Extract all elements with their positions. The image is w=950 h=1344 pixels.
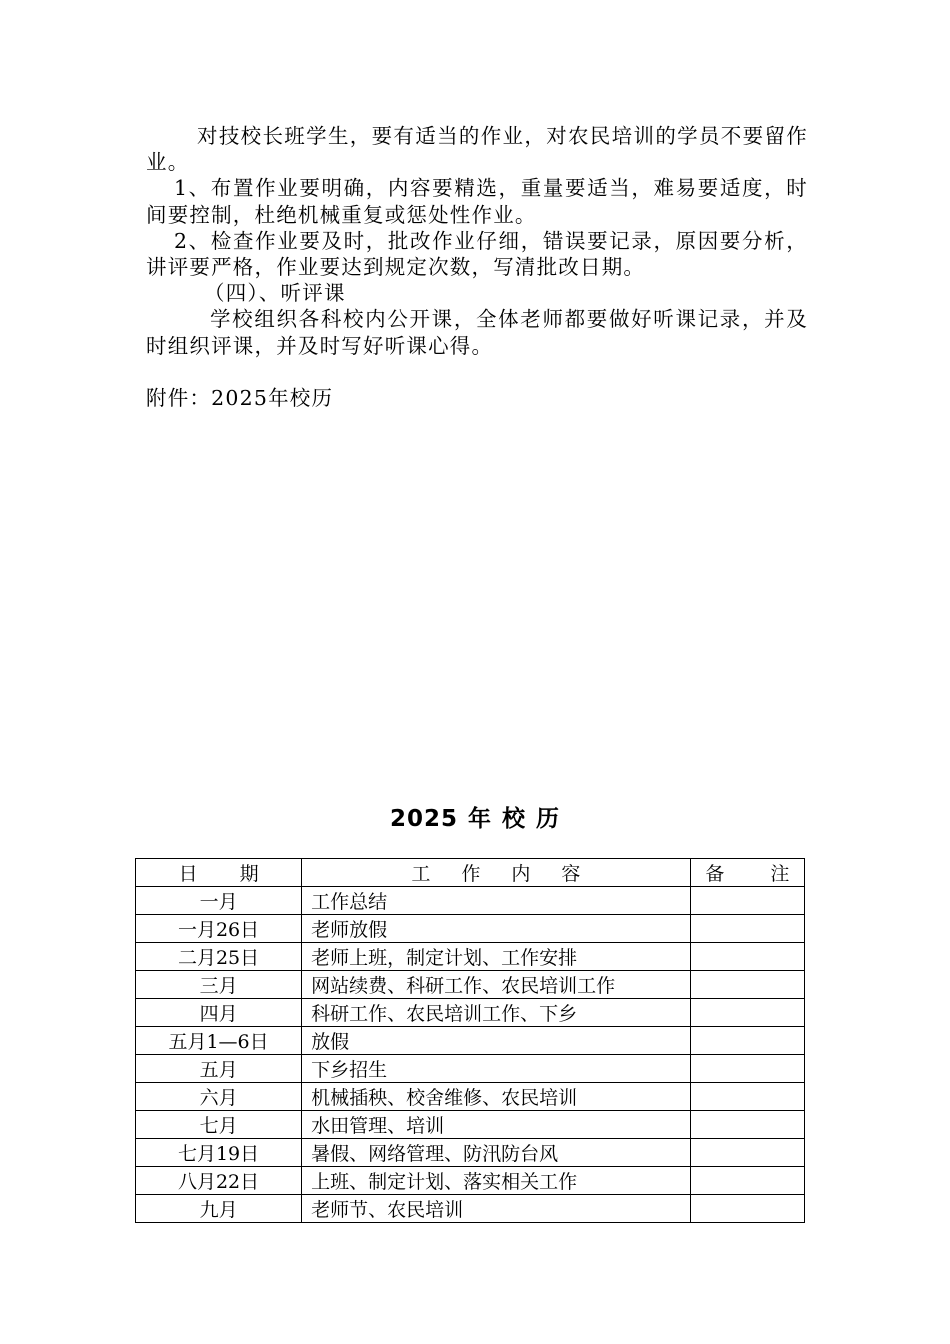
calendar-title-char: 历 xyxy=(536,806,560,832)
row-date: 九月 xyxy=(136,1195,302,1223)
header-date: 日期 xyxy=(136,859,302,887)
row-date: 二月25日 xyxy=(136,943,302,971)
table-row xyxy=(136,1139,805,1167)
row-remark xyxy=(690,1027,804,1055)
row-remark xyxy=(690,1083,804,1111)
row-content: 机械插秧、校舍维修、农民培训 xyxy=(302,1083,691,1111)
table-row xyxy=(136,1027,805,1055)
table-row xyxy=(136,1055,805,1083)
table-row xyxy=(136,1167,805,1195)
row-remark xyxy=(690,1111,804,1139)
table-row xyxy=(136,1111,805,1139)
calendar-title xyxy=(0,800,950,833)
header-content: 工作内容 xyxy=(302,859,691,887)
table-row xyxy=(136,999,805,1027)
row-date: 五月 xyxy=(136,1055,302,1083)
school-calendar-table xyxy=(135,858,836,1223)
row-content: 老师上班，制定计划、工作安排 xyxy=(302,943,691,971)
table-row xyxy=(136,915,805,943)
row-date: 四月 xyxy=(136,999,302,1027)
row-remark xyxy=(690,999,804,1027)
calendar-title-char: 年 xyxy=(468,806,492,832)
table-header-row xyxy=(136,859,805,887)
row-content: 老师放假 xyxy=(302,915,691,943)
table-row xyxy=(136,1083,805,1111)
row-content: 水田管理、培训 xyxy=(302,1111,691,1139)
table-row xyxy=(136,943,805,971)
row-date: 七月19日 xyxy=(136,1139,302,1167)
row-content: 工作总结 xyxy=(302,887,691,915)
row-date: 一月26日 xyxy=(136,915,302,943)
row-date: 八月22日 xyxy=(136,1167,302,1195)
row-content: 科研工作、农民培训工作、下乡 xyxy=(302,999,691,1027)
header-remark: 备注 xyxy=(690,859,804,887)
calendar-title-year: 2025 xyxy=(389,806,458,832)
row-remark xyxy=(690,971,804,999)
row-content: 老师节、农民培训 xyxy=(302,1195,691,1223)
paragraph-open-class: 学校组织各科校内公开课，全体老师都要做好听课记录，并及时组织评课，并及时写好听课心得。 xyxy=(146,307,808,358)
row-date: 一月 xyxy=(136,887,302,915)
row-date: 六月 xyxy=(136,1083,302,1111)
paragraph-homework-policy: 对技校长班学生，要有适当的作业，对农民培训的学员不要留作业。 xyxy=(146,124,808,175)
calendar-title-char: 校 xyxy=(502,806,526,832)
table-row xyxy=(136,887,805,915)
table-row xyxy=(136,1195,805,1223)
row-remark xyxy=(690,943,804,971)
row-content: 下乡招生 xyxy=(302,1055,691,1083)
document-body xyxy=(146,123,808,411)
row-content: 暑假、网络管理、防汛防台风 xyxy=(302,1139,691,1167)
table-row xyxy=(136,971,805,999)
paragraph-homework-check: 2、检查作业要及时，批改作业仔细，错误要记录，原因要分析，讲评要严格，作业要达到规定次数，写清批改日期。 xyxy=(146,228,808,280)
row-remark xyxy=(690,1055,804,1083)
row-date: 三月 xyxy=(136,971,302,999)
row-date: 七月 xyxy=(136,1111,302,1139)
row-remark xyxy=(690,1195,804,1223)
row-remark xyxy=(690,887,804,915)
row-remark xyxy=(690,1139,804,1167)
row-remark xyxy=(690,1167,804,1195)
row-content: 放假 xyxy=(302,1027,691,1055)
section-heading-lesson-review: （四）、听评课 xyxy=(204,281,346,306)
row-content: 上班、制定计划、落实相关工作 xyxy=(302,1167,691,1195)
paragraph-homework-assign: 1、布置作业要明确，内容要精选，重量要适当，难易要适度，时间要控制，杜绝机械重复或惩处性作业。 xyxy=(146,176,808,227)
row-date: 五月1—6日 xyxy=(136,1027,302,1055)
row-remark xyxy=(690,915,804,943)
attachment-note: 附件：2025年校历 xyxy=(146,385,334,410)
row-content: 网站续费、科研工作、农民培训工作 xyxy=(302,971,691,999)
